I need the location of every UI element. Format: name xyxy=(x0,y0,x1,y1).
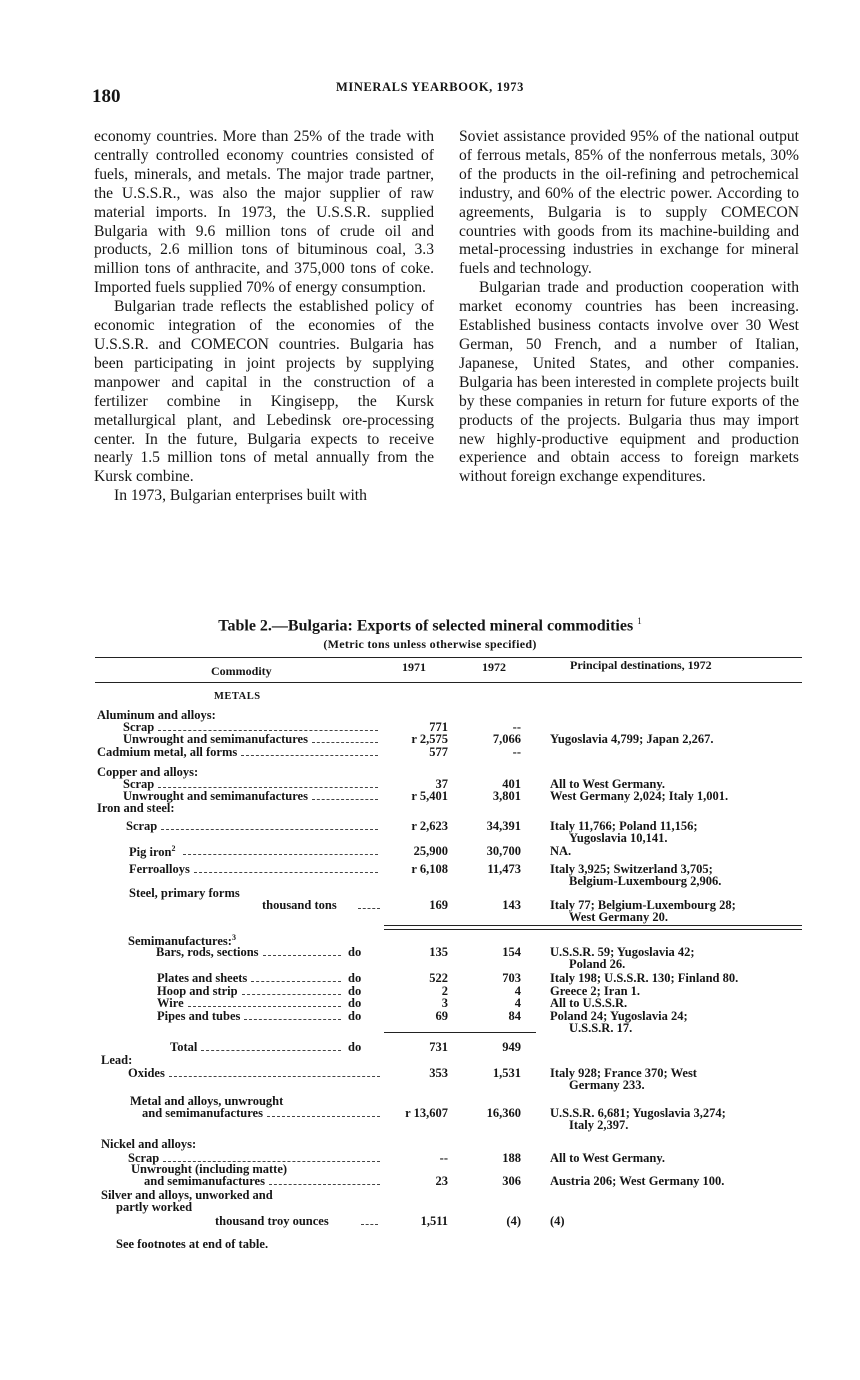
header-destinations: Principal destinations, 1972 xyxy=(570,658,712,672)
paragraph: economy countries. More than 25% of the trade with centrally controlled economy countries consisted of fuels, minerals, and metals. The major trade partner, the U.S.S.R., was also the major supplier of raw material imports. In 1973, the U.S.S.R. supplied Bulgaria with 9.6 million tons of crude oil and products, 2.6 million tons of bituminous coal, 3.3 million tons of anthracite, and 375,000 tons of coke. Imported fuels supplied 70% of energy consumption. xyxy=(94,128,434,297)
value-1971: r 2,575 xyxy=(411,732,448,746)
destinations: Yugoslavia 4,799; Japan 2,267. xyxy=(550,732,714,746)
row-label-continued: thousand tons xyxy=(262,898,337,912)
table-footnote-note: See footnotes at end of table. xyxy=(116,1237,269,1251)
destinations: Italy 11,766; Poland 11,156; xyxy=(550,819,698,833)
destinations-continued: Italy 2,397. xyxy=(569,1118,629,1132)
destinations: (4) xyxy=(550,1214,565,1228)
value-1971: 25,900 xyxy=(413,844,448,858)
destinations-continued: Belgium-Luxembourg 2,906. xyxy=(569,874,722,888)
value-1972: 11,473 xyxy=(487,862,521,876)
value-1972: 7,066 xyxy=(492,732,521,746)
row-label-text: Scrap xyxy=(126,819,158,833)
row-label xyxy=(126,819,157,834)
header-1971: 1971 xyxy=(402,660,426,674)
destinations-continued: Poland 26. xyxy=(569,957,626,971)
paragraph: In 1973, Bulgarian enterprises built with xyxy=(114,487,367,505)
destinations: Austria 206; West Germany 100. xyxy=(550,1174,725,1188)
row-label-text: Total xyxy=(170,1040,198,1054)
destinations: All to U.S.S.R. xyxy=(550,996,628,1010)
value-1972: -- xyxy=(512,720,521,734)
value-1971: 135 xyxy=(429,945,448,959)
row-label-text: Silver and alloys, unworked and xyxy=(101,1188,273,1202)
value-1971: 169 xyxy=(429,898,448,912)
double-rule-top xyxy=(384,925,802,926)
value-1972: 34,391 xyxy=(486,819,521,833)
row-label-text: Oxides xyxy=(128,1066,165,1080)
row-label-continued: and semimanufactures xyxy=(142,1106,263,1120)
value-1971: 37 xyxy=(435,777,448,791)
leader-dots xyxy=(269,1184,380,1185)
destinations-continued: U.S.S.R. 17. xyxy=(569,1021,633,1035)
row-label-text: Ferroalloys xyxy=(129,862,190,876)
leader-dots xyxy=(263,955,341,956)
row-label xyxy=(156,945,259,960)
row-unit-label: thousand troy ounces xyxy=(215,1214,329,1228)
row-label-text: Scrap xyxy=(128,1151,160,1165)
row-label-text: Steel, primary forms xyxy=(129,886,240,900)
destinations-continued: Yugoslavia 10,141. xyxy=(569,831,668,845)
running-title: MINERALS YEARBOOK, 1973 xyxy=(336,80,525,94)
row-label-text: Iron and steel: xyxy=(97,801,175,815)
row-label-text: Lead: xyxy=(101,1053,133,1067)
value-1971: 2 xyxy=(441,984,448,998)
value-1972: 4 xyxy=(514,984,521,998)
leader-dots xyxy=(251,981,341,982)
value-1972: 188 xyxy=(502,1151,521,1165)
destinations: U.S.S.R. 6,681; Yugoslavia 3,274; xyxy=(550,1106,726,1120)
destinations: Greece 2; Iran 1. xyxy=(550,984,641,998)
header-1972: 1972 xyxy=(482,660,506,674)
paragraph: Soviet assistance provided 95% of the national output of ferrous metals, 85% of the nonferrous metals, 30% of the products in the oil-refining and petrochemical industry, and 60% of the electric power. According to agreements, Bulgaria is to supply COMECON countries with goods from its machine-building and metal-processing industries in exchange for mineral fuels and technology. xyxy=(459,128,799,278)
value-1972: 154 xyxy=(502,945,521,959)
value-1972: 3,801 xyxy=(492,789,521,803)
right-column xyxy=(459,128,799,487)
row-label-text: Nickel and alloys: xyxy=(101,1137,197,1151)
row-unit: do xyxy=(348,971,362,985)
value-1972: 306 xyxy=(502,1174,521,1188)
row-label-text: Copper and alloys: xyxy=(97,765,199,779)
leader-dots xyxy=(158,730,378,731)
row-label-text: Semimanufactures: xyxy=(128,934,232,949)
table-subcaption: (Metric tons unless otherwise specified) xyxy=(323,637,537,651)
leader-dots xyxy=(169,1076,380,1077)
row-label xyxy=(129,886,240,901)
leader-dots xyxy=(312,742,378,743)
row-label-text: Bars, rods, sections xyxy=(156,945,259,959)
double-rule-bottom xyxy=(384,929,802,930)
value-1972: 401 xyxy=(502,777,521,791)
value-1971: 3 xyxy=(441,996,448,1010)
row-label xyxy=(97,745,237,760)
value-1972: (4) xyxy=(506,1214,521,1228)
row-label xyxy=(157,1009,240,1024)
leader-dots xyxy=(267,1116,380,1117)
row-label-text: Unwrought and semimanufactures xyxy=(123,732,308,746)
row-unit: do xyxy=(348,945,362,959)
leader-dots xyxy=(158,787,378,788)
value-1971: 69 xyxy=(435,1009,448,1023)
page-number: 180 xyxy=(92,86,121,107)
paragraph: Bulgarian trade reflects the established policy of economic integration of the economies of the U.S.S.R. and COMECON countries. Bulgaria has been participating in joint projects by supplying manpower and capital in the construction of a fertilizer combine in Kingisepp, the Kursk metallurgical plant, and Lebedinsk ore-processing center. In the future, Bulgaria expects to receive nearly 1.5 million tons of metal annually from the Kursk combine. xyxy=(94,298,434,486)
row-label-text: Cadmium metal, all forms xyxy=(97,745,238,759)
leader-dots xyxy=(161,829,378,830)
value-1971: 1,511 xyxy=(420,1214,448,1228)
leader-dots xyxy=(241,755,378,756)
value-1971: 771 xyxy=(429,720,448,734)
row-label-text: Plates and sheets xyxy=(157,971,248,985)
total-rule xyxy=(384,1032,536,1033)
header-commodity: Commodity xyxy=(211,664,272,678)
value-1971: r 2,623 xyxy=(411,819,448,833)
footnote-marker: 3 xyxy=(231,933,236,942)
value-1971: r 5,401 xyxy=(411,789,448,803)
leader-dots xyxy=(242,994,341,995)
section-label: METALS xyxy=(214,691,261,702)
leader-dots xyxy=(244,1019,341,1020)
leader-dots xyxy=(183,854,378,855)
leader-dots xyxy=(201,1050,341,1051)
row-unit: do xyxy=(348,984,362,998)
row-label-text: Pig iron xyxy=(129,845,172,860)
footnote-marker: 2 xyxy=(171,844,176,853)
row-label xyxy=(97,708,216,723)
header-bottom-rule xyxy=(95,682,802,683)
leader-dots xyxy=(188,1006,341,1007)
destinations: Poland 24; Yugoslavia 24; xyxy=(550,1009,688,1023)
row-label-text: Hoop and strip xyxy=(157,984,238,998)
value-1972: 4 xyxy=(514,996,521,1010)
leader-dots xyxy=(361,1224,378,1225)
destinations-continued: West Germany 20. xyxy=(569,910,668,924)
table-caption-footnote: 1 xyxy=(637,616,642,626)
row-label-text: Aluminum and alloys: xyxy=(97,708,216,722)
value-1972: 84 xyxy=(508,1009,521,1023)
destinations: NA. xyxy=(550,844,572,858)
row-label xyxy=(129,844,175,860)
value-1972: 143 xyxy=(502,898,521,912)
value-1972: 16,360 xyxy=(486,1106,521,1120)
leader-dots xyxy=(312,799,378,800)
value-1971: 353 xyxy=(429,1066,448,1080)
destinations: Italy 198; U.S.S.R. 130; Finland 80. xyxy=(550,971,739,985)
value-1971: r 13,607 xyxy=(405,1106,448,1120)
value-1972: 1,531 xyxy=(492,1066,521,1080)
value-1971: -- xyxy=(439,1151,448,1165)
value-1972: 30,700 xyxy=(486,844,521,858)
row-label-text: Unwrought (including matte) xyxy=(131,1162,288,1176)
row-label-text: Scrap xyxy=(123,777,155,791)
destinations: Italy 77; Belgium-Luxembourg 28; xyxy=(550,898,736,912)
row-label xyxy=(101,1137,196,1152)
table-caption xyxy=(0,616,860,635)
left-column xyxy=(94,128,434,506)
row-label xyxy=(128,1066,165,1081)
destinations: All to West Germany. xyxy=(550,1151,666,1165)
row-label-text: Pipes and tubes xyxy=(157,1009,241,1023)
value-1971: 23 xyxy=(435,1174,448,1188)
value-1971: 577 xyxy=(429,745,448,759)
row-unit: do xyxy=(348,1040,362,1054)
row-label xyxy=(129,862,190,877)
paragraph: Bulgarian trade and production cooperation with market economy countries has been increasing. Established business contacts involve over 30 West German, 50 French, and a number of Italian, Japanese, United States, and other companies. Bulgaria has been interested in complete projects built by these companies in return for future exports of the products of the projects. Bulgaria thus may import new highly-productive equipment and production experience and obtain access to foreign markets without foreign exchange expenditures. xyxy=(459,279,799,486)
value-1972: 949 xyxy=(502,1040,521,1054)
value-1971: r 6,108 xyxy=(411,862,448,876)
destinations: U.S.S.R. 59; Yugoslavia 42; xyxy=(550,945,695,959)
value-1971: 731 xyxy=(429,1040,448,1054)
leader-dots xyxy=(194,872,378,873)
row-label-continued: partly worked xyxy=(116,1200,193,1214)
destinations: All to West Germany. xyxy=(550,777,666,791)
destinations-continued: Germany 233. xyxy=(569,1078,645,1092)
table-caption-text: Table 2.—Bulgaria: Exports of selected mineral commodities xyxy=(218,617,634,635)
row-label xyxy=(170,1040,197,1055)
row-unit: do xyxy=(348,996,362,1010)
leader-dots xyxy=(358,908,380,909)
value-1972: -- xyxy=(512,745,521,759)
row-label-continued: and semimanufactures xyxy=(144,1174,265,1188)
value-1971: 522 xyxy=(429,971,448,985)
row-label-text: Wire xyxy=(157,996,184,1010)
destinations: Italy 3,925; Switzerland 3,705; xyxy=(550,862,713,876)
destinations: Italy 928; France 370; West xyxy=(550,1066,697,1080)
row-label xyxy=(97,801,175,816)
row-label-text: Unwrought and semimanufactures xyxy=(123,789,308,803)
row-label-text: Scrap xyxy=(123,720,155,734)
row-label-text: Metal and alloys, unwrought xyxy=(130,1094,284,1108)
row-unit: do xyxy=(348,1009,362,1023)
destinations: West Germany 2,024; Italy 1,001. xyxy=(550,789,729,803)
value-1972: 703 xyxy=(502,971,521,985)
